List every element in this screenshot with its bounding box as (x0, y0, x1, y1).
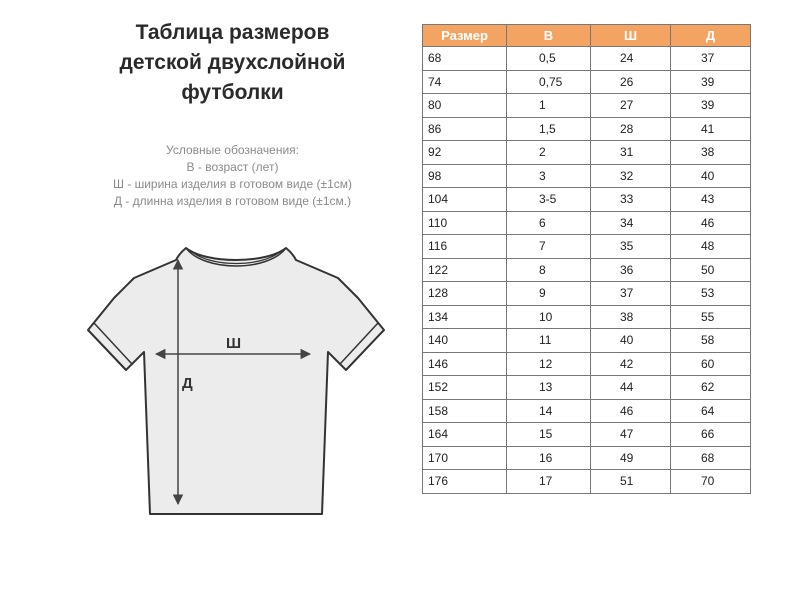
header-width: Ш (591, 25, 671, 47)
cell-length: 39 (671, 70, 751, 94)
cell-width: 26 (591, 70, 671, 94)
length-label: Д (182, 375, 193, 392)
cell-size: 98 (423, 164, 507, 188)
cell-age: 17 (507, 470, 591, 494)
table-row (423, 258, 751, 282)
table-row (423, 446, 751, 470)
cell-age: 2 (507, 141, 591, 165)
cell-width: 34 (591, 211, 671, 235)
cell-size: 164 (423, 423, 507, 447)
cell-width: 27 (591, 94, 671, 118)
cell-age: 9 (507, 282, 591, 306)
cell-size: 110 (423, 211, 507, 235)
cell-size: 122 (423, 258, 507, 282)
cell-age: 6 (507, 211, 591, 235)
cell-length: 55 (671, 305, 751, 329)
cell-width: 33 (591, 188, 671, 212)
cell-width: 35 (591, 235, 671, 259)
cell-size: 116 (423, 235, 507, 259)
cell-length: 62 (671, 376, 751, 400)
legend-heading: Условные обозначения: (166, 143, 299, 157)
legend (70, 142, 395, 210)
cell-width: 24 (591, 47, 671, 71)
legend-item-width: Ш - ширина изделия в готовом виде (±1см) (112, 177, 353, 191)
cell-length: 53 (671, 282, 751, 306)
cell-age: 7 (507, 235, 591, 259)
table-row (423, 94, 751, 118)
cell-size: 92 (423, 141, 507, 165)
cell-width: 31 (591, 141, 671, 165)
cell-size: 152 (423, 376, 507, 400)
cell-width: 42 (591, 352, 671, 376)
table-row (423, 211, 751, 235)
table-row (423, 141, 751, 165)
cell-size: 146 (423, 352, 507, 376)
cell-width: 32 (591, 164, 671, 188)
tshirt-outline (88, 248, 384, 514)
cell-size: 176 (423, 470, 507, 494)
page-title (60, 18, 405, 108)
table-body (423, 47, 751, 494)
table-row (423, 376, 751, 400)
table-header-row (423, 25, 751, 47)
cell-size: 74 (423, 70, 507, 94)
table-row (423, 423, 751, 447)
cell-size: 86 (423, 117, 507, 141)
cell-size: 80 (423, 94, 507, 118)
cell-length: 68 (671, 446, 751, 470)
cell-length: 43 (671, 188, 751, 212)
cell-size: 170 (423, 446, 507, 470)
table-row (423, 164, 751, 188)
cell-age: 8 (507, 258, 591, 282)
size-table (422, 24, 751, 494)
cell-age: 16 (507, 446, 591, 470)
title-line: детской двухслойной (119, 51, 346, 74)
table-row (423, 70, 751, 94)
cell-width: 37 (591, 282, 671, 306)
cell-age: 14 (507, 399, 591, 423)
header-length: Д (671, 25, 751, 47)
cell-width: 28 (591, 117, 671, 141)
cell-length: 38 (671, 141, 751, 165)
table-row (423, 329, 751, 353)
cell-width: 44 (591, 376, 671, 400)
cell-age: 11 (507, 329, 591, 353)
cell-length: 37 (671, 47, 751, 71)
table-row (423, 117, 751, 141)
legend-item-length: Д - длинна изделия в готовом виде (±1см.) (113, 194, 352, 208)
cell-width: 36 (591, 258, 671, 282)
legend-item-age: В - возраст (лет) (186, 160, 279, 174)
cell-size: 128 (423, 282, 507, 306)
cell-size: 104 (423, 188, 507, 212)
cell-age: 13 (507, 376, 591, 400)
cell-age: 0,5 (507, 47, 591, 71)
cell-size: 134 (423, 305, 507, 329)
cell-width: 51 (591, 470, 671, 494)
cell-length: 70 (671, 470, 751, 494)
title-line: Таблица размеров (135, 21, 330, 44)
cell-age: 0,75 (507, 70, 591, 94)
header-age: В (507, 25, 591, 47)
cell-width: 47 (591, 423, 671, 447)
title-line: футболки (181, 81, 284, 104)
cell-age: 1,5 (507, 117, 591, 141)
table-row (423, 282, 751, 306)
cell-length: 60 (671, 352, 751, 376)
cell-age: 1 (507, 94, 591, 118)
cell-width: 49 (591, 446, 671, 470)
cell-width: 38 (591, 305, 671, 329)
table-row (423, 47, 751, 71)
cell-size: 68 (423, 47, 507, 71)
cell-length: 58 (671, 329, 751, 353)
cell-length: 48 (671, 235, 751, 259)
table-row (423, 188, 751, 212)
header-size: Размер (423, 25, 507, 47)
table-row (423, 235, 751, 259)
cell-length: 66 (671, 423, 751, 447)
cell-size: 140 (423, 329, 507, 353)
cell-length: 64 (671, 399, 751, 423)
cell-length: 41 (671, 117, 751, 141)
table-row (423, 470, 751, 494)
table-row (423, 305, 751, 329)
cell-size: 158 (423, 399, 507, 423)
cell-length: 50 (671, 258, 751, 282)
cell-age: 3-5 (507, 188, 591, 212)
cell-length: 39 (671, 94, 751, 118)
table-row (423, 399, 751, 423)
cell-length: 46 (671, 211, 751, 235)
cell-age: 3 (507, 164, 591, 188)
width-label: Ш (226, 335, 242, 352)
cell-age: 10 (507, 305, 591, 329)
cell-width: 40 (591, 329, 671, 353)
cell-age: 12 (507, 352, 591, 376)
cell-width: 46 (591, 399, 671, 423)
table-row (423, 352, 751, 376)
cell-age: 15 (507, 423, 591, 447)
tshirt-diagram (86, 238, 386, 518)
cell-length: 40 (671, 164, 751, 188)
